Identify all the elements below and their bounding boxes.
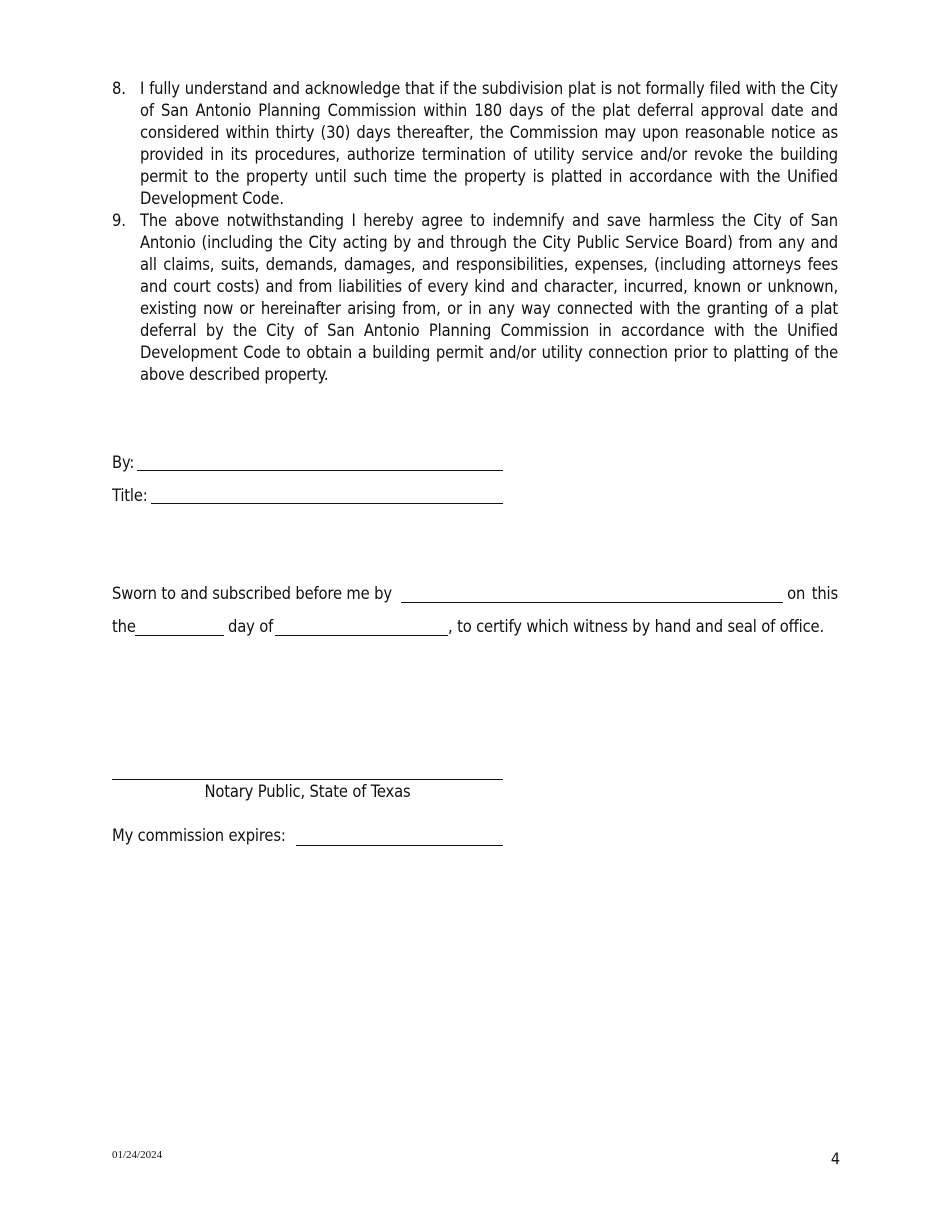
list-item xyxy=(112,210,838,386)
page-number: 4 xyxy=(830,1149,840,1168)
sworn-prefix: Sworn to and subscribed before me by xyxy=(112,584,392,603)
commission-expires-line[interactable] xyxy=(296,845,503,846)
commission-expires-label: My commission expires: xyxy=(112,826,286,845)
item-text: I fully understand and acknowledge that if the subdivision plat is not formally filed with the City of San Antonio Planning Commission within 180 days of the plat deferral approval date and considered within thirty (30) days thereafter, the Commission may upon reasonable notice as provided in its procedures, authorize termination of utility service and/or revoke the building permit to the property until such time the property is platted in accordance with the Unified Development Code. xyxy=(140,79,838,208)
item-text: The above notwithstanding I hereby agree to indemnify and save harmless the City of San Antonio (including the City acting by and through the City Public Service Board) from any and all claims, suits, demands, damages, and responsibilities, expenses, (including attorneys fees and court costs) and from liabilities of every kind and character, incurred, known or unknown, existing now or hereinafter arising from, or in any way connected with the granting of a plat deferral by the City of San Antonio Planning Commission in accordance with the Unified Development Code to obtain a building permit and/or utility connection prior to platting of the above described property. xyxy=(140,211,838,384)
title-label: Title: xyxy=(112,486,148,505)
notary-signature-line[interactable] xyxy=(112,779,503,780)
on-this-label: on this xyxy=(787,584,838,603)
title-signature-line[interactable] xyxy=(151,503,503,504)
month-line[interactable] xyxy=(275,635,448,636)
list-item xyxy=(112,78,838,210)
notary-public-label: Notary Public, State of Texas xyxy=(204,782,411,801)
item-number: 9. xyxy=(112,211,126,230)
item-number: 8. xyxy=(112,79,126,98)
day-line[interactable] xyxy=(135,635,224,636)
sworn-suffix: , to certify which witness by hand and seal of office. xyxy=(448,617,825,636)
by-signature-line[interactable] xyxy=(137,470,503,471)
terms-list xyxy=(112,78,838,386)
the-label: the xyxy=(112,617,136,636)
revision-date: 01/24/2024 xyxy=(112,1149,163,1161)
affiant-name-line[interactable] xyxy=(401,602,783,603)
by-label: By: xyxy=(112,453,135,472)
day-of-label: day of xyxy=(228,617,274,636)
